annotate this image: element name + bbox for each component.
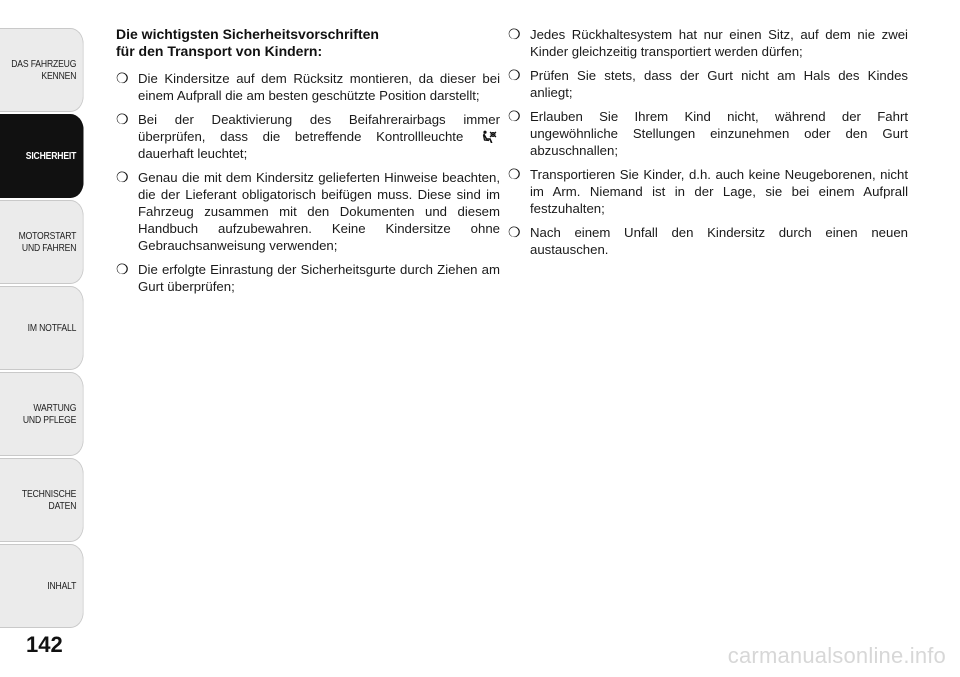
list-item-text: Transportieren Sie Kinder, d.h. auch keine Neugeborenen, nicht im Arm. Niemand ist in der Lage, sie bei einem Aufprall festzuhalten;	[530, 167, 908, 216]
list-item	[508, 224, 908, 258]
safety-rules-list-continued	[508, 26, 908, 258]
tab-im-notfall[interactable]: IM NOTFALL	[0, 286, 84, 370]
list-item-text: Nach einem Unfall den Kindersitz durch einen neuen austauschen.	[530, 225, 908, 257]
tab-das-fahrzeug-kennen[interactable]: DAS FAHRZEUG KENNEN	[0, 28, 84, 112]
list-item-text: Bei der Deaktivierung des Beifahrerairbags immer überprüfen, dass die betreffende Kontrollleuchte	[138, 112, 500, 144]
list-item-text: Prüfen Sie stets, dass der Gurt nicht am Hals des Kindes anliegt;	[530, 68, 908, 100]
tab-sicherheit[interactable]: SICHERHEIT	[0, 114, 84, 198]
right-column	[508, 26, 908, 265]
bullet-icon: ❍	[508, 224, 521, 240]
list-item	[116, 169, 500, 254]
bullet-icon: ❍	[508, 67, 521, 83]
list-item	[508, 108, 908, 159]
bullet-icon: ❍	[508, 108, 521, 124]
section-heading: Die wichtigsten Sicherheitsvorschriften für den Transport von Kindern:	[116, 26, 379, 59]
tab-technische-daten[interactable]: TECHNISCHE DATEN	[0, 458, 84, 542]
list-item	[508, 67, 908, 101]
bullet-icon: ❍	[116, 169, 129, 185]
watermark: carmanualsonline.info	[727, 643, 946, 668]
bullet-icon: ❍	[116, 261, 129, 277]
list-item	[508, 166, 908, 217]
bullet-icon: ❍	[116, 70, 129, 86]
bullet-icon: ❍	[508, 166, 521, 182]
list-item-text: dauerhaft leuchtet;	[138, 146, 248, 161]
list-item-text: Die erfolgte Einrastung der Sicherheitsgurte durch Ziehen am Gurt überprüfen;	[138, 262, 500, 294]
page-number: 142	[26, 632, 63, 657]
safety-rules-list	[116, 70, 500, 295]
list-item	[508, 26, 908, 60]
tab-wartung-und-pflege[interactable]: WARTUNG UND PFLEGE	[0, 372, 84, 456]
bullet-icon: ❍	[116, 111, 129, 127]
list-item	[116, 70, 500, 104]
left-column	[116, 26, 500, 302]
list-item-text: Jedes Rückhaltesystem hat nur einen Sitz, auf dem nie zwei Kinder gleichzeitig transportiert werden dürfen;	[530, 27, 908, 59]
bullet-icon: ❍	[508, 26, 521, 42]
airbag-off-icon	[481, 130, 497, 143]
list-item-text: Erlauben Sie Ihrem Kind nicht, während der Fahrt ungewöhnliche Stellungen einzunehmen oder den Gurt abzuschnallen;	[530, 109, 908, 158]
list-item-text: Die Kindersitze auf dem Rücksitz montieren, da dieser bei einem Aufprall die am besten geschützte Position darstellt;	[138, 71, 500, 103]
list-item	[116, 111, 500, 162]
list-item	[116, 261, 500, 295]
tab-inhalt[interactable]: INHALT	[0, 544, 84, 628]
list-item-text: Genau die mit dem Kindersitz gelieferten Hinweise beachten, die der Lieferant obligatorisch beifügen muss. Diese sind im Fahrzeug zusammen mit den Dokumenten und diesem Handbuch aufzubewahren. Keine Kindersitze ohne Gebrauchsanweisung verwenden;	[138, 170, 500, 253]
tab-motorstart-und-fahren[interactable]: MOTORSTART UND FAHREN	[0, 200, 84, 284]
